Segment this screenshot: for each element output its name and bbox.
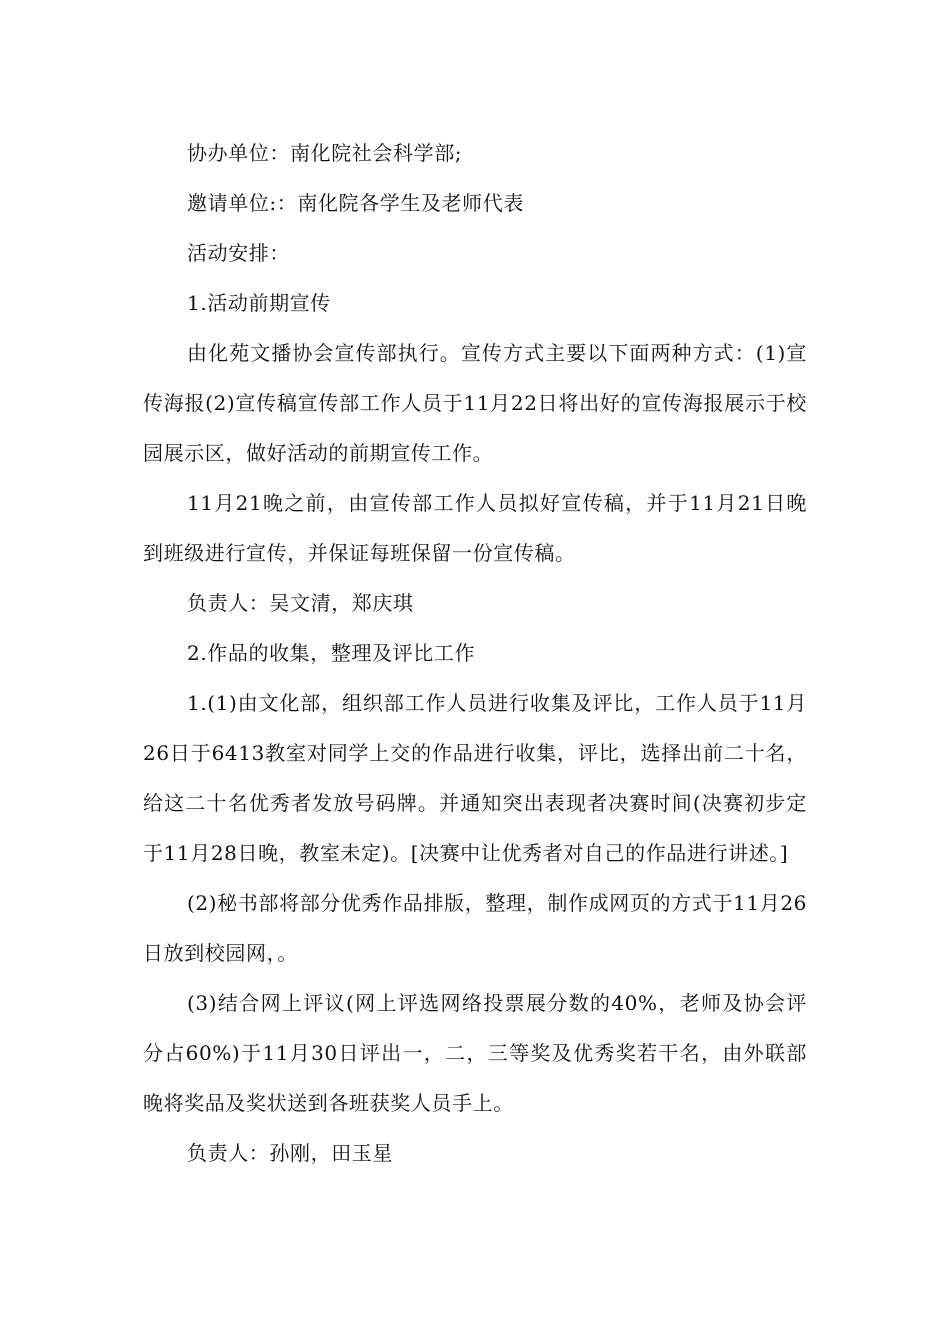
section-heading-publicity: 1.活动前期宣传 <box>187 291 331 315</box>
paragraph-person-in-charge-1: 负责人：吴文清，郑庆琪 <box>187 591 414 615</box>
paragraph-person-in-charge-2: 负责人：孙刚，田玉星 <box>187 1141 393 1165</box>
paragraph-publicity-method: 由化苑文播协会宣传部执行。宣传方式主要以下面两种方式：(1)宣传海报(2)宣传稿宣传部工作人员于11月22日将出好的宣传海报展示于校园展示区，做好活动的前期宣传工作。 <box>143 341 807 465</box>
paragraph-activity-arrangement: 活动安排： <box>187 241 290 265</box>
paragraph-invited-units: 邀请单位:：南化院各学生及老师代表 <box>187 191 524 215</box>
paragraph-publicity-schedule: 11月21晚之前，由宣传部工作人员拟好宣传稿，并于11月21日晚到班级进行宣传，并保证每班保留一份宣传稿。 <box>143 491 807 565</box>
paragraph-collection-step-2: (2)秘书部将部分优秀作品排版，整理，制作成网页的方式于11月26日放到校园网，。 <box>143 891 807 965</box>
paragraph-co-organizer: 协办单位：南化院社会科学部; <box>187 141 463 165</box>
document-body <box>143 128 807 1178</box>
section-heading-collection: 2.作品的收集，整理及评比工作 <box>187 641 476 665</box>
paragraph-collection-step-3: (3)结合网上评议(网上评选网络投票展分数的40%，老师及协会评分占60%)于11月30日评出一，二，三等奖及优秀奖若干名，由外联部晚将奖品及奖状送到各班获奖人员手上。 <box>143 991 807 1115</box>
paragraph-collection-step-1: 1.(1)由文化部，组织部工作人员进行收集及评比，工作人员于11月26日于6413教室对同学上交的作品进行收集，评比，选择出前二十名，给这二十名优秀者发放号码牌。并通知突出表现者决赛时间(决赛初步定于11月28日晚，教室未定)。[决赛中让优秀者对自己的作品进行讲述。] <box>143 691 807 865</box>
